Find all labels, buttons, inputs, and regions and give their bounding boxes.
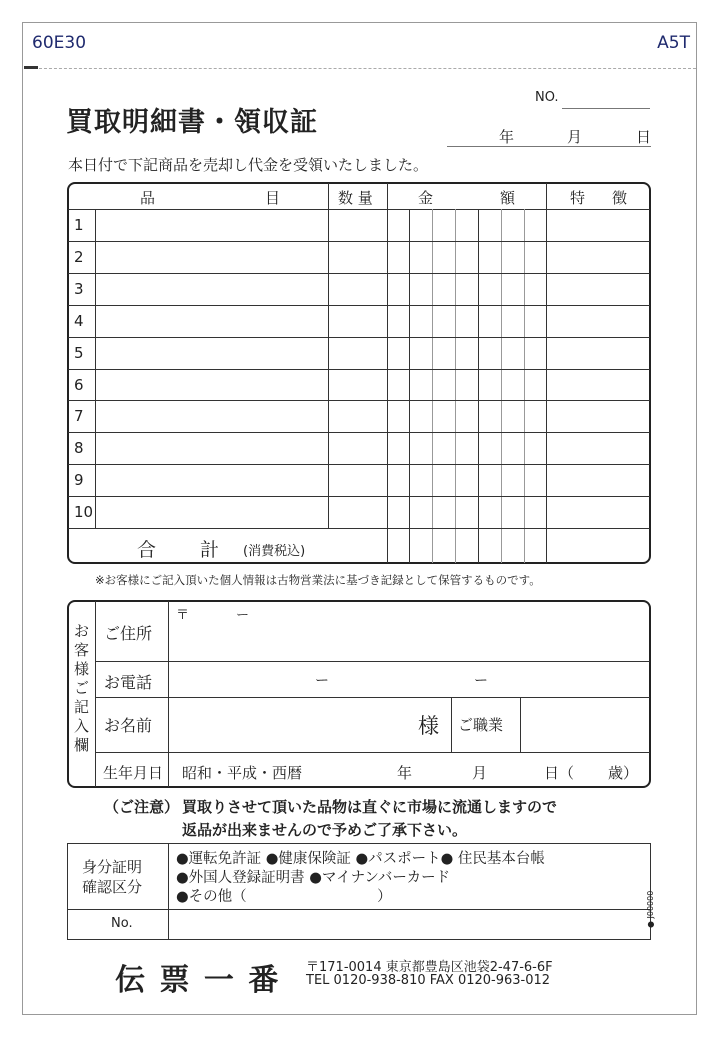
postal-mark: 〒 [176,608,190,623]
row-number: 7 [74,407,84,426]
postal-dash: ー [236,608,250,623]
amount-digit-line [432,209,433,563]
birth-day: 日（ [544,764,575,782]
phone-dash-2: ー [474,673,488,689]
row-line [546,400,650,401]
id-row-divider [67,909,651,910]
form-code-left: 60E30 [32,33,87,53]
birth-label: 生年月日 [103,764,164,782]
no-label: NO. [535,90,559,105]
header-item-b: 目 [265,189,281,207]
row-line [546,369,650,370]
phone-label: お電話 [104,673,153,692]
id-no-label: No. [111,916,133,931]
row-line [68,496,546,497]
row-line [68,464,546,465]
job-label: ご職業 [458,716,504,734]
job-divider [520,697,521,752]
header-qty: 数 量 [338,189,373,207]
name-suffix: 様 [418,714,439,738]
id-label-divider [168,843,169,940]
items-header-line [68,209,650,210]
amount-digit-line [501,209,502,563]
doc-title: 買取明細書・領収証 [66,107,318,138]
job-divider [451,697,452,752]
row-line [546,305,650,306]
caution-line-2: 返品が出来ませんので予めご了承下さい。 [182,821,468,839]
row-line [68,241,546,242]
row-line [68,432,546,433]
age: 歳） [608,764,639,782]
customer-side-label: お客様ご記入欄 [74,622,90,754]
intro-text: 本日付で下記商品を売却し代金を受領いたしました。 [68,156,429,174]
total-label-b: 計 [200,539,220,561]
row-line [68,369,546,370]
form-code-right: A5T [657,33,690,53]
row-number: 4 [74,311,84,330]
caution-line-1: 買取りさせて頂いた品物は直ぐに市場に流通しますので [182,798,558,816]
phone-dash-1: ー [315,673,329,689]
row-number: 8 [74,439,84,458]
customer-side-divider [95,601,96,787]
date-line [447,146,651,147]
row-number: 9 [74,471,84,490]
row-line [68,400,546,401]
id-options-3: ●その他（ ） [176,889,392,905]
row-number: 3 [74,279,84,298]
id-label-1: 身分証明 [82,858,143,876]
amount-digit-line [455,209,456,563]
footer-address: 〒171-0014 東京都豊島区池袋2-47-6-6F [306,960,553,975]
header-feature-b: 徴 [612,189,628,207]
row-line [68,337,546,338]
customer-line [95,697,650,698]
header-item-a: 品 [140,189,156,207]
header-divider [24,68,696,69]
name-label: お名前 [104,716,153,735]
row-number: 1 [74,216,84,234]
amount-digit-line [409,209,410,563]
row-number: 5 [74,343,84,362]
row-line [546,432,650,433]
header-amount-a: 金 [418,189,434,207]
date-month: 月 [567,128,583,146]
row-number: 10 [74,503,94,522]
total-label-a: 合 [137,539,157,561]
footer-tel: TEL 0120-938-810 FAX 0120-963-012 [306,973,551,988]
amount-digit-line [478,209,479,563]
id-label-2: 確認区分 [82,878,143,896]
id-options-2: ●外国人登録証明書 ●マイナンバーカード [176,870,451,886]
date-year: 年 [499,128,515,146]
row-line [68,273,546,274]
no-line [562,108,650,109]
header-amount-b: 額 [500,189,516,207]
customer-line [95,752,650,753]
privacy-note: ※お客様にご記入頂いた個人情報は古物営業法に基づき記録として保管するものです。 [95,573,541,587]
birth-era: 昭和・平成・西暦 [182,764,303,782]
row-line [546,273,650,274]
customer-line [95,661,650,662]
row-line [546,337,650,338]
caution-label: （ご注意） [104,798,180,816]
brand-logo: 伝 票 一 番 [115,963,281,998]
header-feature-a: 特 [570,189,586,207]
row-number: 2 [74,247,84,266]
birth-year: 年 [397,764,413,782]
items-table [67,182,651,564]
row-number: 6 [74,375,84,394]
header-tick [24,66,38,69]
row-line [68,305,546,306]
customer-table [67,600,651,788]
date-day: 日 [636,128,652,146]
row-line [546,241,650,242]
address-label: ご住所 [104,624,153,643]
id-options-1: ●運転免許証 ●健康保険証 ●パスポート● 住民基本台帳 [176,851,545,867]
customer-label-divider [168,601,169,787]
row-line [546,496,650,497]
total-line [68,528,650,529]
side-serial: ● J00000 [646,890,655,928]
item-col-divider [328,183,329,528]
total-tax-note: (消費税込) [243,544,306,559]
amount-digit-line [524,209,525,563]
birth-month: 月 [472,764,488,782]
row-line [546,464,650,465]
